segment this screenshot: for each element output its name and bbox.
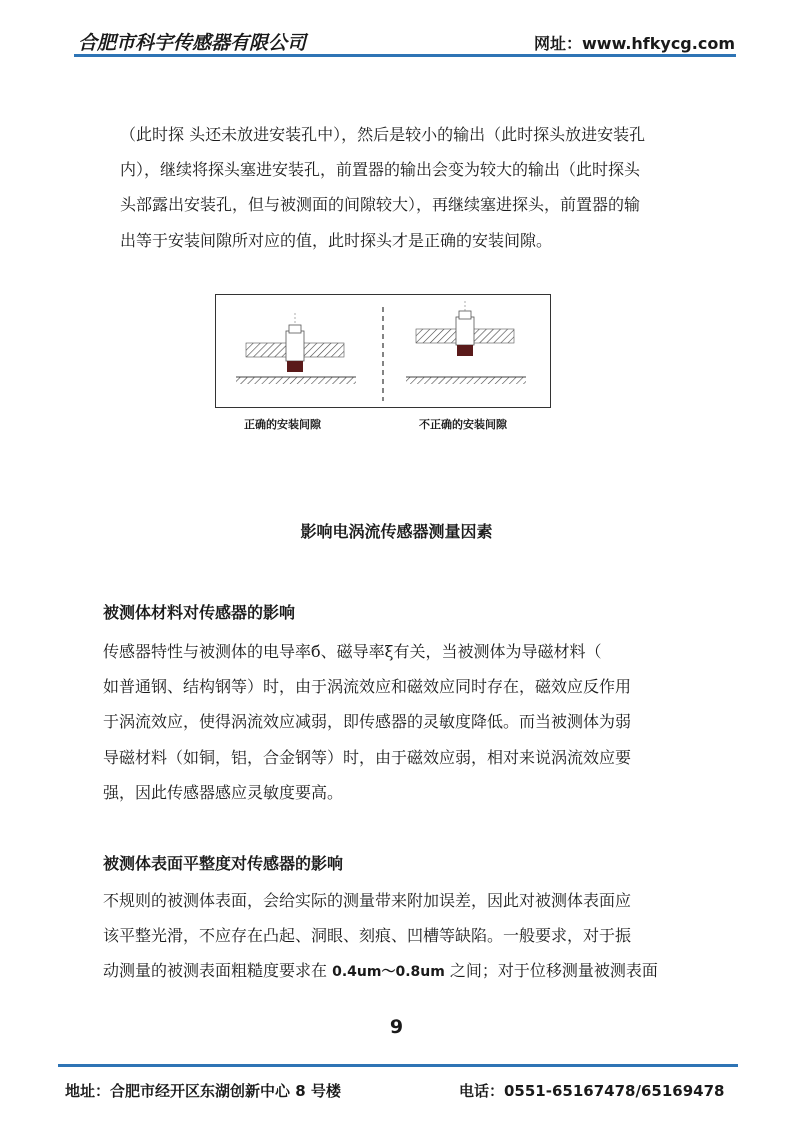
- paragraph-line: 传感器特性与被测体的电导率б、磁导率ξ有关，当被测体为导磁材料（: [103, 642, 602, 661]
- paragraph-line: 内），继续将探头塞进安装孔，前置器的输出会变为较大的输出（此时探头: [120, 160, 641, 180]
- paragraph-line: （此时探 头还未放进安装孔中），然后是较小的输出（此时探头放进安装孔: [120, 125, 646, 144]
- header-website: 网址：www.hfkycg.com: [534, 34, 735, 53]
- paragraph-line: 该平整光滑，不应存在凸起、洞眼、刻痕、凹槽等缺陷。一般要求，对于振: [103, 926, 632, 946]
- header-divider: [74, 54, 736, 57]
- paragraph-flatness: [103, 883, 658, 991]
- paragraph-line: 于涡流效应，使得涡流效应减弱，即传感器的灵敏度降低。而当被测体为弱: [103, 712, 632, 732]
- subsection-title-material: 被测体材料对传感器的影响: [103, 603, 296, 622]
- paragraph-line: 如普通钢、结构钢等）时，由于涡流效应和磁效应同时存在，磁效应反作用: [103, 677, 632, 697]
- page-number: 9: [389, 1016, 404, 1038]
- paragraph-line-prefix: 动测量的被测表面粗糙度要求在: [103, 961, 333, 981]
- paragraph-line: 出等于安装间隙所对应的值，此时探头才是正确的安装间隙。: [120, 230, 553, 250]
- paragraph-material: [103, 634, 631, 810]
- footer-divider: [58, 1064, 738, 1067]
- paragraph-line-suffix: 之间；对于位移测量被测表面: [444, 961, 658, 981]
- installation-gap-figure: [215, 294, 551, 408]
- caption-incorrect-gap: 不正确的安装间隙: [419, 418, 507, 431]
- footer-phone: 电话：0551-65167478/65169478: [459, 1082, 725, 1100]
- section-title: 影响电涡流传感器测量因素: [300, 522, 493, 541]
- header-company-name: 合肥市科宇传感器有限公司: [78, 32, 307, 54]
- paragraph-installation-gap: [120, 117, 645, 258]
- caption-correct-gap: 正确的安装间隙: [244, 418, 321, 431]
- installation-diagram: [216, 295, 550, 407]
- paragraph-line: 强，因此传感器感应灵敏度要高。: [103, 782, 344, 802]
- incorrect-gap-illustration: [406, 301, 526, 384]
- paragraph-line: 头部露出安装孔，但与被测面的间隙较大），再继续塞进探头，前置器的输: [120, 195, 641, 215]
- paragraph-line: 不规则的被测体表面，会给实际的测量带来附加误差，因此对被测体表面应: [103, 891, 632, 910]
- subsection-title-flatness: 被测体表面平整度对传感器的影响: [103, 854, 344, 873]
- paragraph-line: 导磁材料（如铜，铝，合金钢等）时，由于磁效应弱，相对来说涡流效应要: [103, 747, 632, 767]
- footer-address: 地址：合肥市经开区东湖创新中心 8 号楼: [65, 1082, 341, 1100]
- roughness-range: 0.4um～0.8um: [332, 964, 445, 981]
- correct-gap-illustration: [236, 313, 356, 384]
